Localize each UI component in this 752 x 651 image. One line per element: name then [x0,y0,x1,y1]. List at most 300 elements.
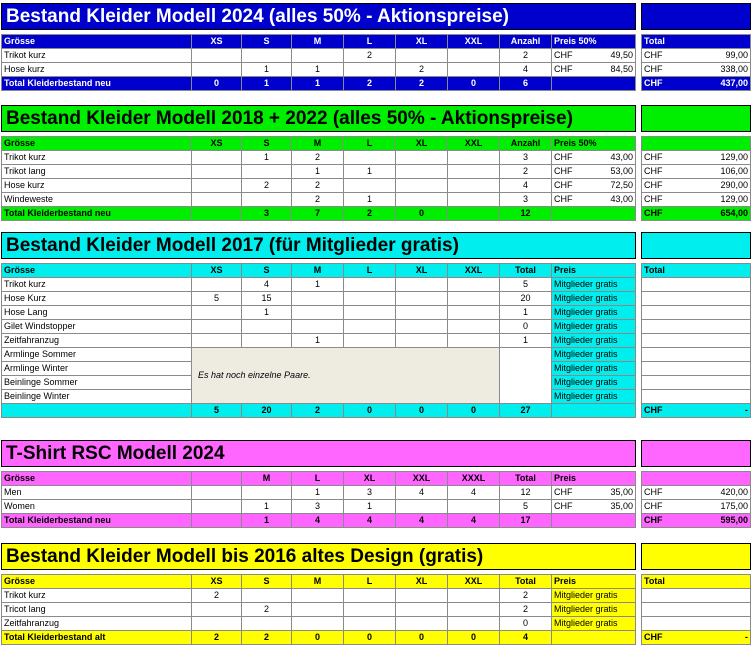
currency-label: CHF [644,208,663,218]
item-label: Armlinge Winter [2,362,192,376]
column-header: L [344,35,396,49]
column-header: XL [344,472,396,486]
count-cell [396,603,448,617]
count-cell: 1 [292,63,344,77]
count-cell: 12 [500,486,552,500]
count-cell [192,165,242,179]
column-header: M [292,35,344,49]
count-cell: 4 [242,278,292,292]
total-row [642,49,751,63]
gratis-label: Mitglieder gratis [552,362,636,376]
count-cell [448,603,500,617]
column-header: L [344,575,396,589]
count-cell: 3 [500,151,552,165]
summary-count: 2 [192,631,242,645]
header-row [642,575,751,589]
count-cell [242,320,292,334]
count-cell [396,151,448,165]
summary-total-amount: 654,00 [720,208,748,218]
total-row [642,617,751,631]
count-cell: 1 [500,306,552,320]
inventory-table [1,34,636,91]
count-cell [448,320,500,334]
column-header: Preis 50% [552,35,636,49]
total-row [642,603,751,617]
column-header: XXL [448,264,500,278]
count-cell: 2 [192,589,242,603]
count-cell [396,306,448,320]
summary-total [642,404,751,418]
count-cell: 1 [242,63,292,77]
table-row [2,320,636,334]
section-title: Bestand Kleider Modell bis 2016 altes Design (gratis) [1,543,636,570]
count-cell [396,589,448,603]
total-value [644,151,748,164]
summary-row [642,207,751,221]
gratis-label: Mitglieder gratis [552,306,636,320]
count-cell [396,193,448,207]
row-total [642,63,751,77]
column-header: XS [192,264,242,278]
summary-count: 0 [396,631,448,645]
count-cell: 5 [500,278,552,292]
count-cell: 2 [500,589,552,603]
count-cell [344,63,396,77]
column-header: S [242,35,292,49]
table-row [2,49,636,63]
currency-label: CHF [644,64,663,74]
item-label: Trikot kurz [2,278,192,292]
summary-count: 5 [192,404,242,418]
summary-total-amount: 437,00 [720,78,748,88]
total-table [641,574,751,645]
section-title-side [641,3,751,30]
price-value [554,49,633,62]
summary-count: 6 [500,77,552,91]
total-row [642,589,751,603]
summary-count: 4 [448,514,500,528]
summary-count: 3 [242,207,292,221]
price-amount: 35,00 [610,501,633,511]
count-cell [192,63,242,77]
column-header: Anzahl [500,35,552,49]
row-total [642,486,751,500]
price-amount: 35,00 [610,487,633,497]
price-cell [552,63,636,77]
gratis-label: Mitglieder gratis [552,292,636,306]
section-title: T-Shirt RSC Modell 2024 [1,440,636,467]
item-label: Women [2,500,192,514]
column-header: L [344,264,396,278]
summary-total [642,631,751,645]
total-header: Total [642,35,751,49]
section-title: Bestand Kleider Modell 2024 (alles 50% - Aktionspreise) [1,3,636,30]
summary-label: Total Kleiderbestand neu [2,514,192,528]
column-header: M [292,575,344,589]
count-cell [344,306,396,320]
table-row [2,292,636,306]
count-cell: 0 [500,320,552,334]
row-total [642,49,751,63]
summary-label: Total Kleiderbestand neu [2,207,192,221]
summary-count: 1 [292,77,344,91]
summary-count: 27 [500,404,552,418]
count-cell [396,165,448,179]
count-cell: 2 [242,603,292,617]
summary-count [448,207,500,221]
column-header: Grösse [2,472,192,486]
total-value [644,179,748,192]
count-cell: 2 [292,151,344,165]
summary-count: 4 [500,631,552,645]
currency-label: CHF [554,487,573,497]
currency-label: CHF [644,405,663,415]
count-cell [448,617,500,631]
column-header: Preis [552,264,636,278]
count-cell [292,306,344,320]
count-cell [396,500,448,514]
summary-count: 0 [396,404,448,418]
count-cell: 1 [292,165,344,179]
currency-label: CHF [644,194,663,204]
summary-row [642,404,751,418]
column-header: Total [500,472,552,486]
total-header: Total [642,264,751,278]
column-header: Preis 50% [552,137,636,151]
count-cell [448,193,500,207]
count-cell: 2 [292,193,344,207]
summary-row [2,207,636,221]
inventory-table [1,263,636,418]
count-cell [396,334,448,348]
currency-label: CHF [644,78,663,88]
count-cell [192,320,242,334]
table-row [2,63,636,77]
total-row [642,151,751,165]
row-total [642,151,751,165]
total-row [642,500,751,514]
count-cell [344,589,396,603]
row-total [642,306,751,320]
count-cell: 1 [500,334,552,348]
count-cell: 20 [500,292,552,306]
item-label: Beinlinge Sommer [2,376,192,390]
gratis-label: Mitglieder gratis [552,278,636,292]
count-cell: 3 [344,486,396,500]
summary-count: 2 [396,77,448,91]
count-cell: 2 [500,49,552,63]
gratis-label: Mitglieder gratis [552,589,636,603]
header-row [2,575,636,589]
total-row [642,165,751,179]
count-cell [396,320,448,334]
total-value [644,49,748,62]
column-header: S [242,264,292,278]
price-amount: 43,00 [610,152,633,162]
currency-label: CHF [554,194,573,204]
summary-total-amount: - [745,405,748,415]
count-cell: 2 [344,49,396,63]
table-row [2,306,636,320]
row-total [642,603,751,617]
column-header: XS [192,35,242,49]
total-amount: 175,00 [720,501,748,511]
table-row [2,500,636,514]
gratis-label: Mitglieder gratis [552,617,636,631]
count-cell [500,348,552,404]
column-header: M [292,264,344,278]
column-header: XXXL [448,472,500,486]
count-cell [344,320,396,334]
count-cell [448,151,500,165]
count-cell: 1 [344,193,396,207]
currency-label: CHF [644,152,663,162]
price-value [554,500,633,513]
row-total [642,334,751,348]
count-cell [192,193,242,207]
price-amount: 49,50 [610,50,633,60]
header-row [642,35,751,49]
currency-label: CHF [644,180,663,190]
price-amount: 43,00 [610,194,633,204]
total-row [642,348,751,362]
total-row [642,278,751,292]
table-row [2,348,636,362]
header-row [642,264,751,278]
summary-count: 2 [242,631,292,645]
header-row [2,472,636,486]
summary-count: 0 [292,631,344,645]
total-row [642,376,751,390]
count-cell: 1 [292,334,344,348]
currency-label: CHF [554,180,573,190]
table-row [2,486,636,500]
currency-label: CHF [554,501,573,511]
summary-label [2,404,192,418]
count-cell [448,306,500,320]
count-cell [344,179,396,193]
count-cell [396,278,448,292]
row-total [642,278,751,292]
section-title: Bestand Kleider Modell 2018 + 2022 (alles 50% - Aktionspreise) [1,105,636,132]
count-cell [242,617,292,631]
item-label: Trikot kurz [2,589,192,603]
count-cell: 1 [242,306,292,320]
item-label: Men [2,486,192,500]
count-cell: 3 [292,500,344,514]
price-cell [552,193,636,207]
summary-row [2,77,636,91]
summary-row [2,514,636,528]
total-row [642,306,751,320]
count-cell [344,334,396,348]
summary-count: 0 [448,404,500,418]
count-cell: 1 [292,486,344,500]
column-header: XL [396,35,448,49]
column-header: XXL [396,472,448,486]
total-amount: 338,00 [720,64,748,74]
gratis-label: Mitglieder gratis [552,334,636,348]
count-cell [192,603,242,617]
column-header: M [242,472,292,486]
column-header: Grösse [2,575,192,589]
currency-label: CHF [554,152,573,162]
summary-total [642,77,751,91]
summary-count [192,514,242,528]
count-cell [242,589,292,603]
count-cell [344,617,396,631]
item-label: Hose Kurz [2,292,192,306]
row-total [642,362,751,376]
total-amount: 420,00 [720,487,748,497]
total-table [641,34,751,91]
item-label: Trikot lang [2,165,192,179]
count-cell [396,292,448,306]
column-header: XXL [448,35,500,49]
count-cell: 1 [344,165,396,179]
count-cell [192,500,242,514]
table-row [2,603,636,617]
table-row [2,617,636,631]
summary-total-value [644,514,748,527]
total-row [642,292,751,306]
price-amount: 72,50 [610,180,633,190]
total-amount: 129,00 [720,152,748,162]
section-title-side [641,105,751,132]
count-cell [192,49,242,63]
column-header: S [242,575,292,589]
summary-total-amount: 595,00 [720,515,748,525]
column-header: XL [396,575,448,589]
price-cell [552,486,636,500]
count-cell [242,49,292,63]
count-cell [292,617,344,631]
price-cell [552,165,636,179]
row-total [642,500,751,514]
total-header: Total [642,575,751,589]
total-table [641,471,751,528]
summary-row [642,631,751,645]
column-header: Preis [552,472,636,486]
row-total [642,348,751,362]
inventory-table [1,471,636,528]
count-cell: 2 [396,63,448,77]
price-cell [552,151,636,165]
row-total [642,376,751,390]
count-cell [448,49,500,63]
column-header: XL [396,264,448,278]
summary-label: Total Kleiderbestand alt [2,631,192,645]
count-cell [292,49,344,63]
count-cell [192,306,242,320]
total-value [644,63,748,76]
summary-count: 0 [396,207,448,221]
total-amount: 106,00 [720,166,748,176]
count-cell [292,603,344,617]
price-cell [552,500,636,514]
section-title-side [641,543,751,570]
total-amount: 99,00 [725,50,748,60]
count-cell [242,334,292,348]
price-value [554,179,633,192]
currency-label: CHF [554,166,573,176]
total-row [642,63,751,77]
summary-count [192,207,242,221]
summary-count: 7 [292,207,344,221]
column-header: Grösse [2,35,192,49]
summary-row [642,514,751,528]
summary-total-amount: - [745,632,748,642]
total-row [642,179,751,193]
count-cell [396,617,448,631]
count-cell: 2 [500,165,552,179]
summary-label: Total Kleiderbestand neu [2,77,192,91]
section-title-side [641,232,751,259]
summary-total-value [644,404,748,417]
count-cell [448,278,500,292]
count-cell [448,165,500,179]
count-cell [242,165,292,179]
price-value [554,486,633,499]
row-total [642,193,751,207]
count-cell: 5 [192,292,242,306]
total-row [642,193,751,207]
gratis-label: Mitglieder gratis [552,348,636,362]
count-cell [344,292,396,306]
summary-count: 17 [500,514,552,528]
total-header [642,472,751,486]
summary-count: 4 [292,514,344,528]
count-cell: 15 [242,292,292,306]
price-value [554,165,633,178]
count-cell: 4 [396,486,448,500]
count-cell: 1 [242,500,292,514]
summary-count: 20 [242,404,292,418]
summary-count: 2 [344,77,396,91]
item-label: Tricot lang [2,603,192,617]
header-row [642,472,751,486]
gratis-label: Mitglieder gratis [552,390,636,404]
row-total [642,390,751,404]
column-header [192,472,242,486]
header-row [2,264,636,278]
table-row [2,334,636,348]
summary-count: 0 [448,631,500,645]
count-cell: 4 [500,179,552,193]
summary-count: 0 [344,404,396,418]
total-value [644,500,748,513]
count-cell [192,617,242,631]
column-header: Grösse [2,264,192,278]
summary-count: 0 [344,631,396,645]
summary-count: 1 [242,514,292,528]
row-total [642,589,751,603]
price-amount: 84,50 [610,64,633,74]
row-total [642,179,751,193]
total-table [641,263,751,418]
row-total [642,617,751,631]
summary-price [552,631,636,645]
count-cell: 4 [448,486,500,500]
count-cell [448,589,500,603]
count-cell [192,151,242,165]
summary-row [642,77,751,91]
section-title-side [641,440,751,467]
count-cell [344,151,396,165]
currency-label: CHF [644,50,663,60]
currency-label: CHF [554,64,573,74]
summary-total-value [644,77,748,90]
